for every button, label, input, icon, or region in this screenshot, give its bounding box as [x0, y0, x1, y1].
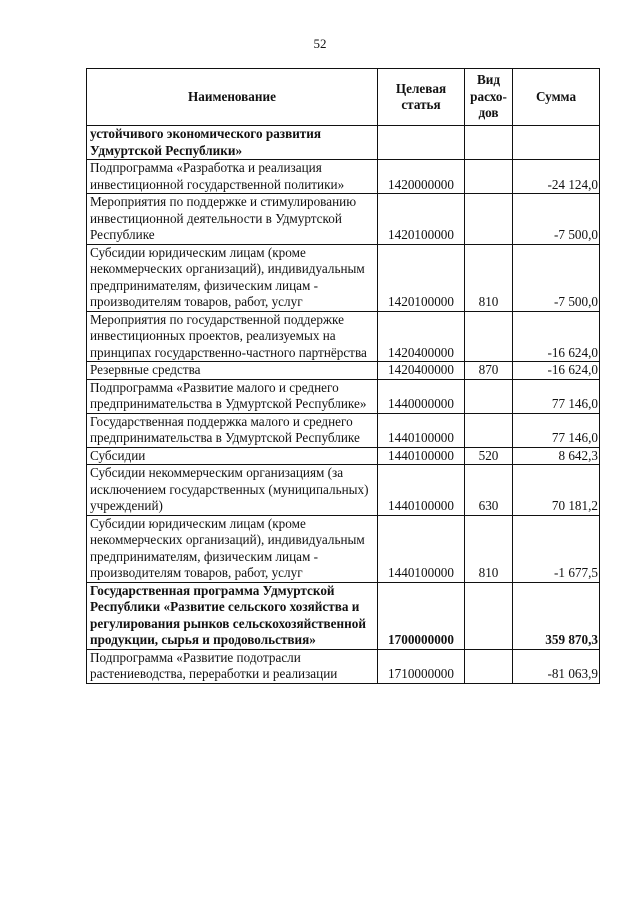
table-header-row	[87, 69, 600, 126]
row-type-cell: 810	[465, 244, 513, 311]
table-row	[87, 413, 600, 447]
table-row	[87, 447, 600, 465]
table-row	[87, 126, 600, 160]
row-code-cell: 1710000000	[378, 649, 465, 683]
row-name-cell: Государственная программа Удмуртской Республики «Развитие сельского хозяйства и регулирования рынков сельскохозяйственной продукции, сырья и продовольствия»	[87, 582, 378, 649]
row-sum-cell: -7 500,0	[513, 244, 600, 311]
row-type-cell	[465, 126, 513, 160]
row-name-cell: Мероприятия по поддержке и стимулированию инвестиционной деятельности в Удмуртской Республике	[87, 194, 378, 245]
row-name-cell: Субсидии	[87, 447, 378, 465]
row-code-cell: 1420100000	[378, 244, 465, 311]
row-sum-cell: -1 677,5	[513, 515, 600, 582]
row-sum-cell: -16 624,0	[513, 362, 600, 380]
row-sum-cell: -81 063,9	[513, 649, 600, 683]
row-name-cell: Субсидии некоммерческим организациям (за исключением государственных (муниципальных) учреждений)	[87, 465, 378, 516]
row-code-cell	[378, 126, 465, 160]
row-type-cell	[465, 582, 513, 649]
row-type-cell	[465, 194, 513, 245]
row-type-cell: 870	[465, 362, 513, 380]
table-row	[87, 311, 600, 362]
row-sum-cell: -24 124,0	[513, 160, 600, 194]
row-name-cell: Подпрограмма «Развитие подотрасли растениеводства, переработки и реализации	[87, 649, 378, 683]
row-sum-cell: -16 624,0	[513, 311, 600, 362]
table-row	[87, 649, 600, 683]
row-name-cell: Субсидии юридическим лицам (кроме некоммерческих организаций), индивидуальным предпринимателям, физическим лицам - производителям товаров, работ, услуг	[87, 244, 378, 311]
row-name-cell: Государственная поддержка малого и среднего предпринимательства в Удмуртской Республике	[87, 413, 378, 447]
row-code-cell: 1420400000	[378, 362, 465, 380]
row-sum-cell: 77 146,0	[513, 413, 600, 447]
table-row	[87, 379, 600, 413]
table-body	[87, 126, 600, 684]
table-row	[87, 465, 600, 516]
row-sum-cell: 70 181,2	[513, 465, 600, 516]
table-row	[87, 515, 600, 582]
row-code-cell: 1440100000	[378, 465, 465, 516]
row-type-cell	[465, 160, 513, 194]
row-code-cell: 1420000000	[378, 160, 465, 194]
page-number: 52	[313, 36, 327, 51]
header-type: Вид расхо-дов	[465, 69, 513, 126]
table-row	[87, 194, 600, 245]
row-code-cell: 1700000000	[378, 582, 465, 649]
row-code-cell: 1440000000	[378, 379, 465, 413]
row-type-cell: 810	[465, 515, 513, 582]
header-sum: Сумма	[513, 69, 600, 126]
row-sum-cell	[513, 126, 600, 160]
row-name-cell: Субсидии юридическим лицам (кроме некоммерческих организаций), индивидуальным предпринимателям, физическим лицам - производителям товаров, работ, услуг	[87, 515, 378, 582]
row-name-cell: Подпрограмма «Разработка и реализация инвестиционной государственной политики»	[87, 160, 378, 194]
row-name-cell: Мероприятия по государственной поддержке инвестиционных проектов, реализуемых на принципах государственно-частного партнёрства	[87, 311, 378, 362]
row-code-cell: 1420400000	[378, 311, 465, 362]
row-type-cell	[465, 311, 513, 362]
table-row	[87, 160, 600, 194]
row-name-cell: устойчивого экономического развития Удмуртской Республики»	[87, 126, 378, 160]
row-sum-cell: 77 146,0	[513, 379, 600, 413]
row-name-cell: Подпрограмма «Развитие малого и среднего предпринимательства в Удмуртской Республике»	[87, 379, 378, 413]
row-code-cell: 1440100000	[378, 413, 465, 447]
row-type-cell: 520	[465, 447, 513, 465]
row-sum-cell: -7 500,0	[513, 194, 600, 245]
row-name-cell: Резервные средства	[87, 362, 378, 380]
table-row	[87, 244, 600, 311]
row-type-cell	[465, 379, 513, 413]
table-row	[87, 362, 600, 380]
header-name: Наименование	[87, 69, 378, 126]
row-type-cell	[465, 413, 513, 447]
row-sum-cell: 359 870,3	[513, 582, 600, 649]
row-sum-cell: 8 642,3	[513, 447, 600, 465]
row-code-cell: 1440100000	[378, 515, 465, 582]
row-code-cell: 1420100000	[378, 194, 465, 245]
row-type-cell	[465, 649, 513, 683]
row-code-cell: 1440100000	[378, 447, 465, 465]
row-type-cell: 630	[465, 465, 513, 516]
table-row	[87, 582, 600, 649]
header-code: Целевая статья	[378, 69, 465, 126]
budget-table	[86, 68, 600, 684]
